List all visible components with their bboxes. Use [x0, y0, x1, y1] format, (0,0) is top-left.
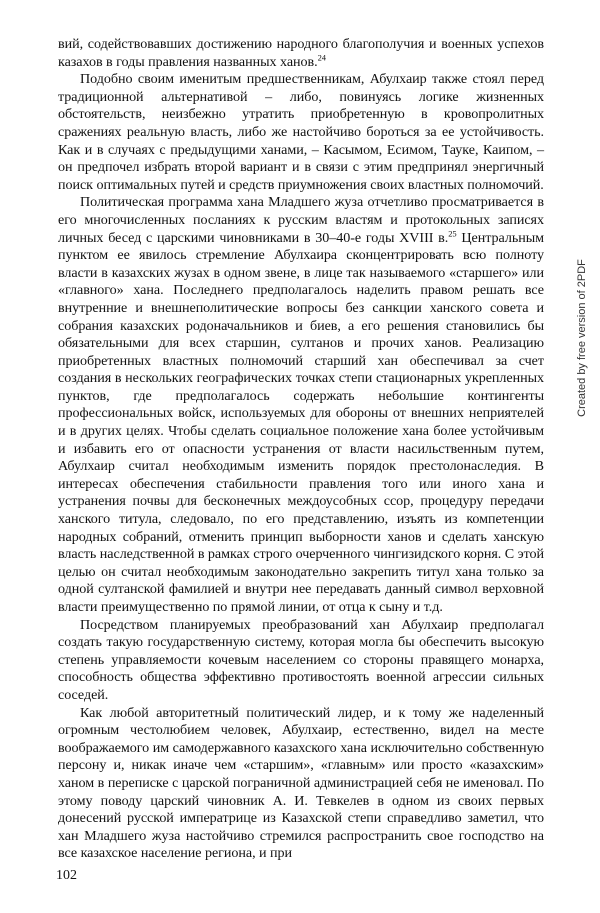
paragraph-4-text: Посредством планируемых преобразований хан Абулхаир предполагал создать такую государственную систему, которая могла бы обеспечить высокую степень управляемости кочевым населением со стороны правящего монарха, способность общества эффективно противостоять военной агрессии сильных соседей.	[58, 616, 544, 703]
paragraph-5	[58, 705, 544, 863]
paragraph-3	[58, 194, 544, 616]
page-number: 102	[56, 868, 77, 883]
body-text	[58, 36, 544, 863]
paragraph-2	[58, 71, 544, 194]
paragraph-4	[58, 617, 544, 705]
paragraph-1	[58, 36, 544, 71]
footnote-ref-25: 25	[448, 227, 457, 238]
paragraph-5-text: Как любой авторитетный политический лидер, и к тому же наделенный огромным честолюбием человек, Абулхаир, естественно, видел на месте воображаемого им самодержавного казахского хана исключительно собственную персону и, никак иначе чем «старшим», «главным» или просто «казахским» ханом в переписке с царской пограничной администрацией себя не именовал. По этому поводу царский чиновник А. И. Тевкелев в одном из своих первых донесений русской императрице из Казахской степи справедливо заметил, что хан Младшего жуза настойчиво стремился распространить свое господство на все казахское население региона, и при	[58, 704, 544, 862]
paragraph-3-text-continued: Центральным пунктом ее явилось стремление Абулхаира сконцентрировать всю полноту власти в казахских жузах в одном звене, в лице так называемого «старшего» или «главного» хана. Последнего предполагалось наделить правом решать все внутренние и внешнеполитические вопросы без санкции ханского совета и собрания казахских родоначальников и биев, а его решения становились бы обязательными для всех старшин, султанов и прочих ханов. Реализацию приобретенных властных полномочий старший хан обеспечивал за счет создания в нескольких географических точках степи стационарных укрепленных пунктов, где предполагалось содержать небольшие контингенты профессиональных войск, используемых для обороны от внешних неприятелей и в других целях. Чтобы сделать социальное положение хана более устойчивым и избавить его от опасности устранения от власти насильственным путем, Абулхаир считал необходимым изменить порядок престолонаследия. В интересах обеспечения стабильности правления того или иного хана и устранения почвы для бесконечных междоусобных ссор, процедуру передачи ханского титула, следовало, по его представлению, изъять из компетенции народных собраний, отменить принцип выборности ханов и сделать ханскую власть наследственной в рамках строго очерченного чингизидского корня. С этой целью он считал необходимым законодательно закрепить титул хана только за одной султанской фамилией и внутри нее передавать данный символ верховной власти преимущественно по прямой линии, от отца к сыну и т.д.	[58, 229, 544, 615]
paragraph-1-text: вий, содействовавших достижению народного благополучия и военных успехов казахов в годы правления названных ханов.	[58, 36, 544, 70]
paragraph-2-text: Подобно своим именитым предшественникам, Абулхаир также стоял перед традиционной альтернативой – либо, повинуясь логике жизненных обстоятельств, неизбежно утратить приобретенную в кровопролитных сражениях реальную власть, либо же настойчиво бороться за ее устойчивость. Как и в случаях с предыдущими ханами, – Касымом, Есимом, Тауке, Каипом, – он предпочел избрать второй вариант и в связи с этим предпринял энергичный поиск оптимальных путей и средств приумножения своих властных полномочий.	[58, 71, 544, 193]
watermark-text: Created by free version of 2PDF	[576, 259, 588, 417]
paragraph-3-text: Политическая программа хана Младшего жуза отчетливо просматривается в его многочисленных посланиях к русским властям и протокольных записях личных бесед с царскими чиновниками в 30–40-е годы XVIII в.	[58, 194, 544, 246]
footnote-ref-24: 24	[317, 51, 327, 62]
